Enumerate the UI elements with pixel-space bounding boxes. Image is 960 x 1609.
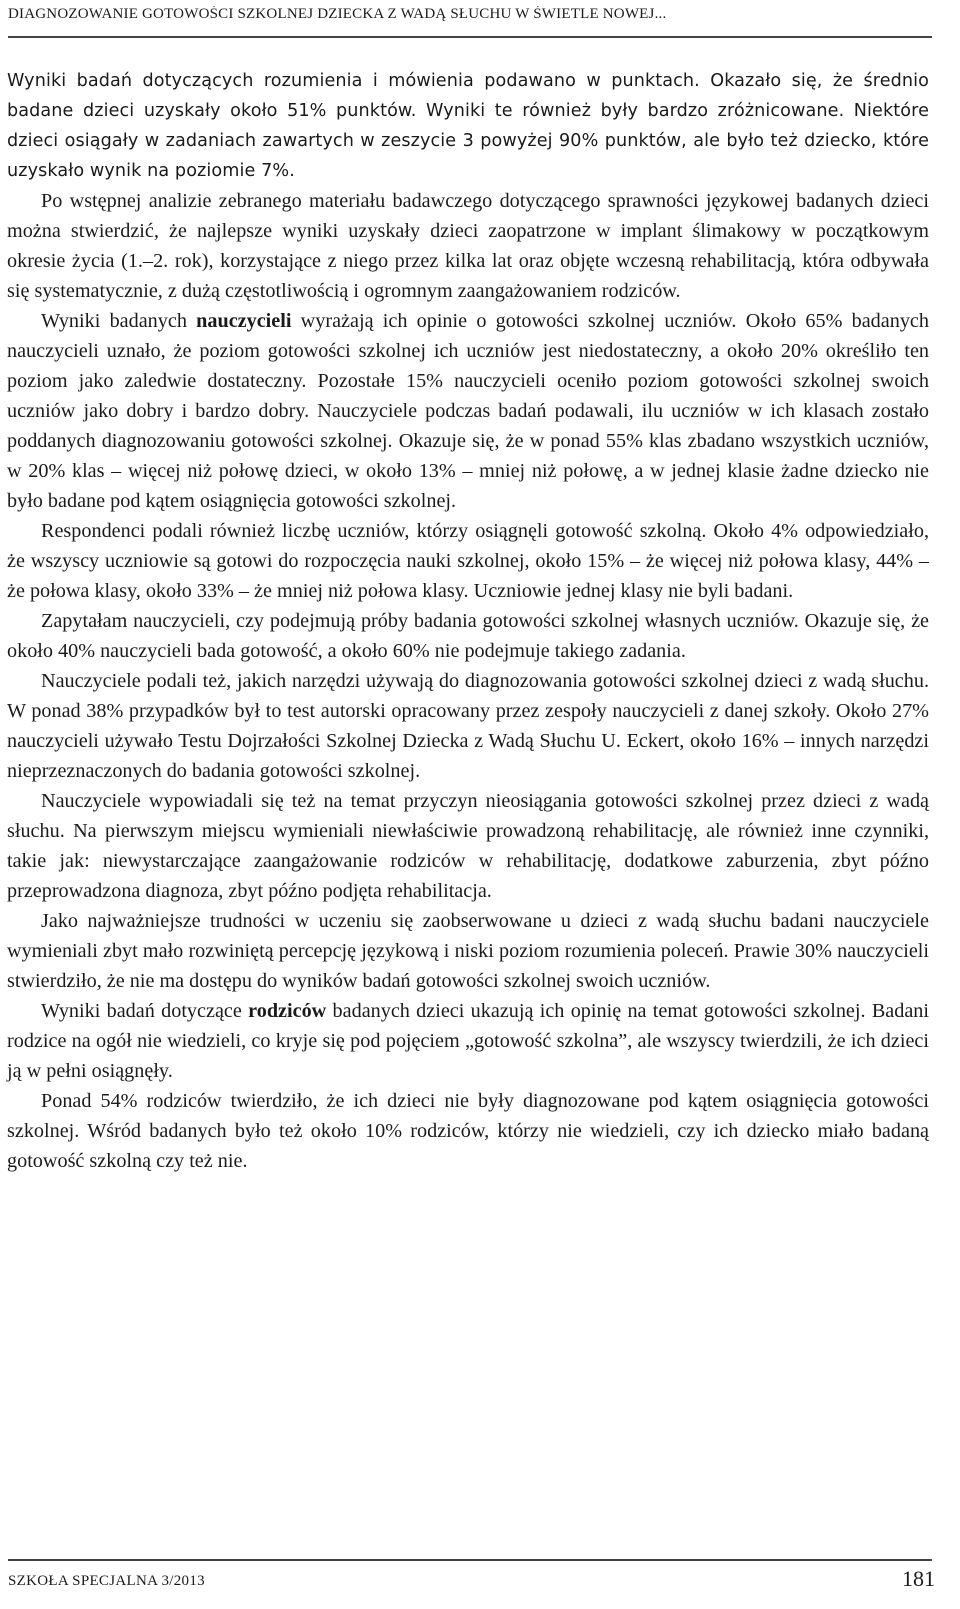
journal-issue: SZKOŁA SPECJALNA 3/2013: [8, 1573, 205, 1589]
paragraph-2: Po wstępnej analizie zebranego materiału badawczego dotyczącego sprawności językowej badanych dzieci można stwierdzić, że najlepsze wyniki uzyskały dzieci zaopatrzone w implant ślimakowy w początkowym okresie życia (1.–2. rok), korzystające z niego przez kilka lat oraz objęte wczesną rehabilitacją, która odbywała się systematycznie, z dużą częstotliwością i ogromnym zaangażowaniem rodziców.: [7, 190, 929, 302]
article-body: [7, 66, 929, 1176]
running-header: DIAGNOZOWANIE GOTOWOŚCI SZKOLNEJ DZIECKA Z WADĄ SŁUCHU W ŚWIETLE NOWEJ...: [8, 6, 667, 22]
header-divider: [8, 36, 932, 38]
paragraph-4: Respondenci podali również liczbę uczniów, którzy osiągnęli gotowość szkolną. Około 4% odpowiedziało, że wszyscy uczniowie są gotowi do rozpoczęcia nauki szkolnej, około 15% – że więcej niż połowa klasy, 44% – że połowa klasy, około 33% – że mniej niż połowa klasy. Uczniowie jednej klasy nie byli badani.: [7, 520, 929, 602]
paragraph-10: Ponad 54% rodziców twierdziło, że ich dzieci nie były diagnozowane pod kątem osiągnięcia gotowości szkolnej. Wśród badanych było też około 10% rodziców, którzy nie wiedzieli, czy ich dziecko miało badaną gotowość szkolną czy też nie.: [7, 1090, 929, 1172]
paragraph-5: Zapytałam nauczycieli, czy podejmują próby badania gotowości szkolnej własnych uczniów. Okazuje się, że około 40% nauczycieli bada gotowość, a około 60% nie podejmuje takiego zadania.: [7, 610, 929, 662]
paragraph-3-text: wyrażają ich opinie o gotowości szkolnej uczniów. Około 65% badanych nauczycieli uznało, że poziom gotowości szkolnej ich uczniów jest niedostateczny, a około 20% określiło ten poziom jako zaledwie dostateczny. Pozostałe 15% nauczycieli oceniło poziom gotowości szkolnej swoich uczniów jako dobry i bardzo dobry. Nauczyciele podczas badań podawali, ilu uczniów w ich klasach zostało poddanych diagnozowaniu gotowości szkolnej. Okazuje się, że w ponad 55% klas zbadano wszystkich uczniów, w 20% klas – więcej niż połowę dzieci, w około 13% – mniej niż połowę, a w jednej klasie żadne dziecko nie było badane pod kątem osiągnięcia gotowości szkolnej.: [7, 310, 929, 512]
emphasis-parents: rodziców: [248, 1000, 327, 1022]
paragraph-1: Wyniki badań dotyczących rozumienia i mówienia podawano w punktach. Okazało się, że średnio badane dzieci uzyskały około 51% punktów. Wyniki te również były bardzo zróżnicowane. Niektóre dzieci osiągały w zadaniach zawartych w zeszycie 3 powyżej 90% punktów, ale było też dziecko, które uzyskało wynik na poziomie 7%.: [7, 71, 929, 181]
paragraph-6: Nauczyciele podali też, jakich narzędzi używają do diagnozowania gotowości szkolnej dzieci z wadą słuchu. W ponad 38% przypadków był to test autorski opracowany przez zespoły nauczycieli z danej szkoły. Około 27% nauczycieli używało Testu Dojrzałości Szkolnej Dziecka z Wadą Słuchu U. Eckert, około 16% – innych narzędzi nieprzeznaczonych do badania gotowości szkolnej.: [7, 670, 929, 782]
footer-divider: [8, 1559, 932, 1561]
paragraph-9-text: badanych dzieci ukazują ich opinię na temat gotowości szkolnej. Badani rodzice na ogół nie wiedzieli, co kryje się pod pojęciem „gotowość szkolna”, ale wszyscy twierdzili, że ich dzieci ją w pełni osiągnęły.: [7, 1000, 930, 1082]
paragraph-9-lead: Wyniki badań dotyczące: [41, 1000, 249, 1022]
paragraph-9: [7, 996, 929, 1086]
paragraph-3-lead: Wyniki badanych: [41, 310, 197, 332]
paragraph-7: Nauczyciele wypowiadali się też na temat przyczyn nieosiągania gotowości szkolnej przez dzieci z wadą słuchu. Na pierwszym miejscu wymieniali niewłaściwie prowadzoną rehabilitację, ale również inne czynniki, takie jak: niewystarczające zaangażowanie rodziców w rehabilitację, dodatkowe zaburzenia, zbyt późno przeprowadzona diagnoza, zbyt późno podjęta rehabilitacja.: [7, 790, 929, 902]
paragraph-8: Jako najważniejsze trudności w uczeniu się zaobserwowane u dzieci z wadą słuchu badani nauczyciele wymieniali zbyt mało rozwiniętą percepcję językową i niski poziom rozumienia poleceń. Prawie 30% nauczycieli stwierdziło, że nie ma dostępu do wyników badań gotowości szkolnej swoich uczniów.: [7, 910, 929, 992]
emphasis-teachers: nauczycieli: [196, 310, 292, 332]
page-number: 181: [902, 1566, 935, 1591]
paragraph-3: [7, 306, 929, 516]
